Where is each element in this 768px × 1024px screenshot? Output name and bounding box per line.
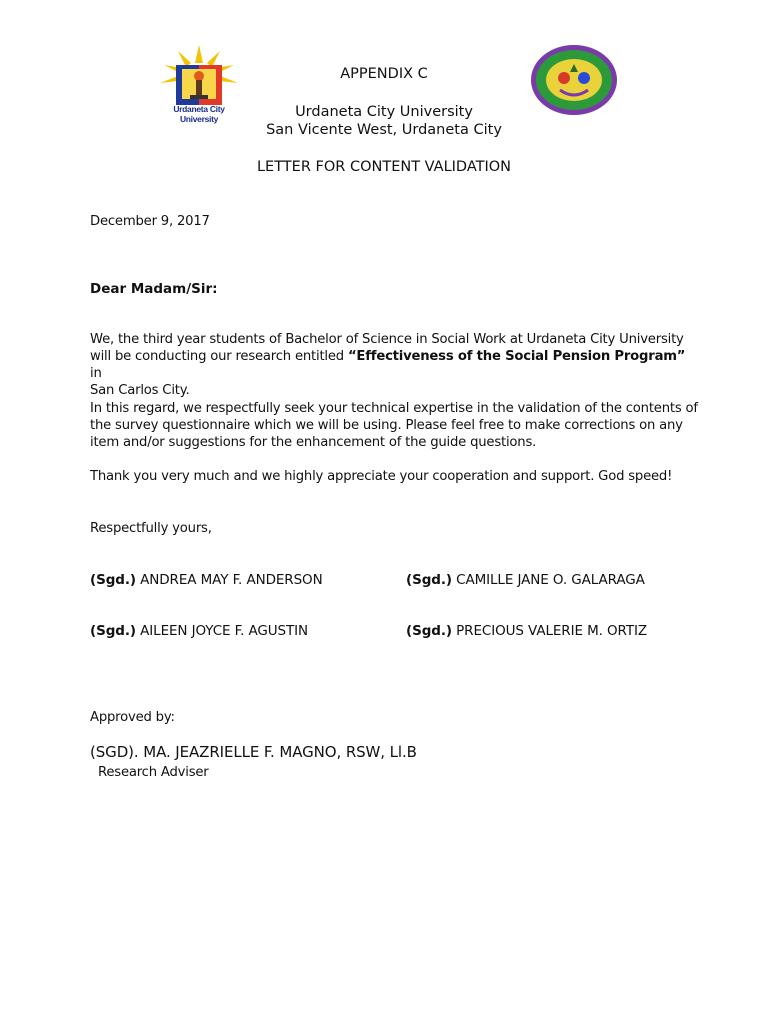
paragraph-3: Thank you very much and we highly appreciate your cooperation and support. God speed!	[90, 469, 673, 484]
salutation: Dear Madam/Sir:	[90, 281, 218, 297]
letter-date: December 9, 2017	[90, 214, 210, 229]
paragraph-2-line-1: In this regard, we respectfully seek your technical expertise in the validation of the contents of	[90, 401, 698, 416]
signatory-3: (Sgd.) AILEEN JOYCE F. AGUSTIN	[90, 623, 309, 639]
paragraph-2-line-2: the survey questionnaire which we will be using. Please feel free to make corrections on any	[90, 418, 683, 433]
signatory-4: (Sgd.) PRECIOUS VALERIE M. ORTIZ	[406, 623, 648, 639]
paragraph-2-line-3: item and/or suggestions for the enhancement of the guide questions.	[90, 435, 537, 450]
logo-left-caption: Urdaneta City University	[173, 104, 225, 124]
paragraph-1-line-2: will be conducting our research entitled “Effectiveness of the Social Pension Program” in	[90, 349, 686, 381]
letter-title: LETTER FOR CONTENT VALIDATION	[256, 159, 512, 175]
approved-by-label: Approved by:	[90, 710, 175, 725]
approver-role: Research Adviser	[98, 765, 209, 780]
signatory-2: (Sgd.) CAMILLE JANE O. GALARAGA	[406, 572, 645, 588]
paragraph-2	[90, 400, 700, 451]
paragraph-1-line-3: San Carlos City.	[90, 383, 190, 398]
university-name: Urdaneta City University	[295, 104, 473, 120]
university-address: San Vicente West, Urdaneta City	[266, 122, 502, 138]
paragraph-1-line-1: We, the third year students of Bachelor of Science in Social Work at Urdaneta City University	[90, 332, 684, 347]
signatory-1: (Sgd.) ANDREA MAY F. ANDERSON	[90, 572, 323, 588]
research-title: “Effectiveness of the Social Pension Program”	[347, 349, 686, 364]
approver-name: (SGD). MA. JEAZRIELLE F. MAGNO, RSW, Ll.B	[90, 743, 417, 761]
paragraph-1	[90, 331, 690, 399]
closing: Respectfully yours,	[90, 521, 212, 536]
appendix-label: APPENDIX C	[340, 66, 428, 82]
